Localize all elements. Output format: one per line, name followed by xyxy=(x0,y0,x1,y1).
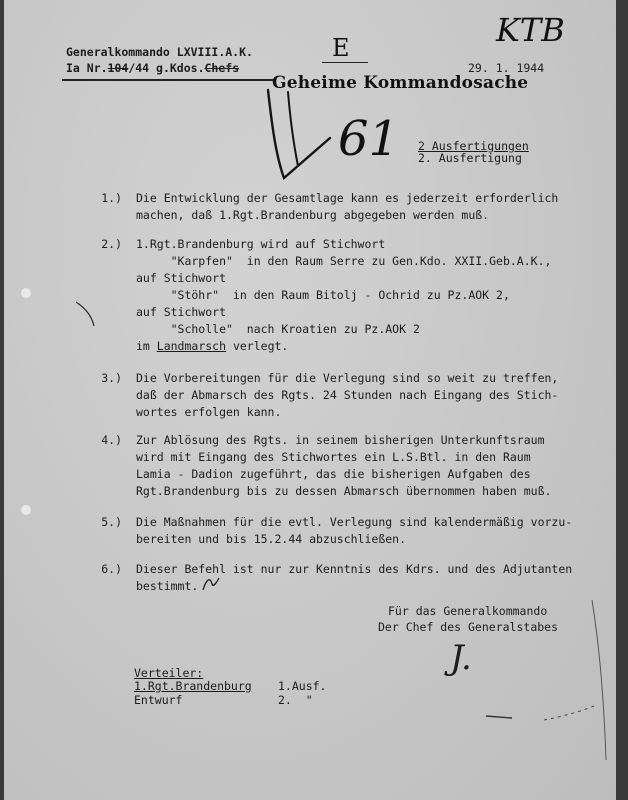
signature-line-2: Der Chef des Generalstabes xyxy=(378,620,559,634)
item-2-line-3: auf Stichwort xyxy=(136,271,227,285)
paper-marks xyxy=(4,0,616,800)
item-6-number: 6.) xyxy=(101,562,122,576)
item-2-line-2: "Karpfen" in den Raum Serre zu Gen.Kdo. XXII.Geb.A.K., xyxy=(136,254,552,268)
handwritten-e: E xyxy=(332,34,350,62)
handwritten-number-61: 61 xyxy=(338,111,400,167)
document-date: 29. 1. 1944 xyxy=(468,61,545,75)
distribution-row-1-count: 1.Ausf. xyxy=(278,679,327,693)
item-5-line-1: Die Maßnahmen für die evtl. Verlegung sind kalendermäßig vorzu- xyxy=(136,515,573,529)
item-4-number: 4.) xyxy=(101,433,122,447)
copy-label: Ausfertigung xyxy=(438,151,522,165)
handwritten-signature: J. xyxy=(450,638,472,678)
item-2-number: 2.) xyxy=(101,237,122,251)
item-3-line-1: Die Vorbereitungen für die Verlegung sind so weit zu treffen, xyxy=(136,371,559,385)
distribution-row-2-count: 2. " xyxy=(278,693,313,707)
item-2-last-suffix: verlegt. xyxy=(226,339,289,353)
classification-stamp: Geheime Kommandosache xyxy=(272,73,529,93)
item-4-line-3: Lamia - Dadion zugeführt, das die bisherigen Aufgaben des xyxy=(136,467,531,481)
distribution-row-1-name: 1.Rgt.Brandenburg xyxy=(134,679,252,693)
item-5-line-2: bereiten und bis 15.2.44 abzuschließen. xyxy=(136,532,407,546)
document-page xyxy=(4,0,616,800)
item-6-line-1: Dieser Befehl ist nur zur Kenntnis des Kdrs. und des Adjutanten xyxy=(136,562,573,576)
reference-number-value: 104 xyxy=(107,61,129,75)
item-1-line-1: Die Entwicklung der Gesamtlage kann es jederzeit erforderlich xyxy=(136,191,559,205)
item-2-line-6: "Scholle" nach Kroatien zu Pz.AOK 2 xyxy=(136,322,420,336)
handwritten-ktb: KTB xyxy=(496,11,565,49)
item-3-line-2: daß der Abmarsch des Rgts. 24 Stunden nach Eingang des Stich- xyxy=(136,388,559,402)
item-2-last-underlined: Landmarsch xyxy=(156,339,227,353)
item-1-line-2: machen, daß 1.Rgt.Brandenburg abgegeben werden muß. xyxy=(136,208,490,222)
item-3-number: 3.) xyxy=(101,371,122,385)
copy-number-value: 2. xyxy=(418,151,432,165)
signature-line-1: Für das Generalkommando xyxy=(388,604,548,618)
item-6-line-2: bestimmt. xyxy=(136,579,199,593)
item-5-number: 5.) xyxy=(101,515,122,529)
item-2-line-4: "Stöhr" in den Raum Bitolj - Ochrid zu Pz.AOK 2, xyxy=(136,288,510,302)
item-4-line-2: wird mit Eingang des Stichwortes ein L.S.Btl. in den Raum xyxy=(136,450,531,464)
reference-prefix: Ia Nr. xyxy=(66,61,108,75)
copies-total: 2 Ausfertigungen xyxy=(418,139,529,153)
item-4-line-1: Zur Ablösung des Rgts. in seinem bisherigen Unterkunftsraum xyxy=(136,433,545,447)
office-heading: Generalkommando LXVIII.A.K. xyxy=(66,45,253,59)
reference-struck-word: Chefs xyxy=(204,61,240,75)
item-2-line-1: 1.Rgt.Brandenburg wird auf Stichwort xyxy=(136,237,386,251)
item-4-line-4: Rgt.Brandenburg bis zu dessen Abmarsch übernommen haben muß. xyxy=(136,484,552,498)
reference-suffix: /44 g.Kdos. xyxy=(128,61,205,75)
item-2-line-5: auf Stichwort xyxy=(136,305,227,319)
distribution-title: Verteiler: xyxy=(134,666,204,680)
item-2-last-prefix: im xyxy=(136,339,157,353)
distribution-row-2-name: Entwurf xyxy=(134,693,183,707)
item-3-line-3: wortes erfolgen kann. xyxy=(136,405,282,419)
item-1-number: 1.) xyxy=(101,191,122,205)
